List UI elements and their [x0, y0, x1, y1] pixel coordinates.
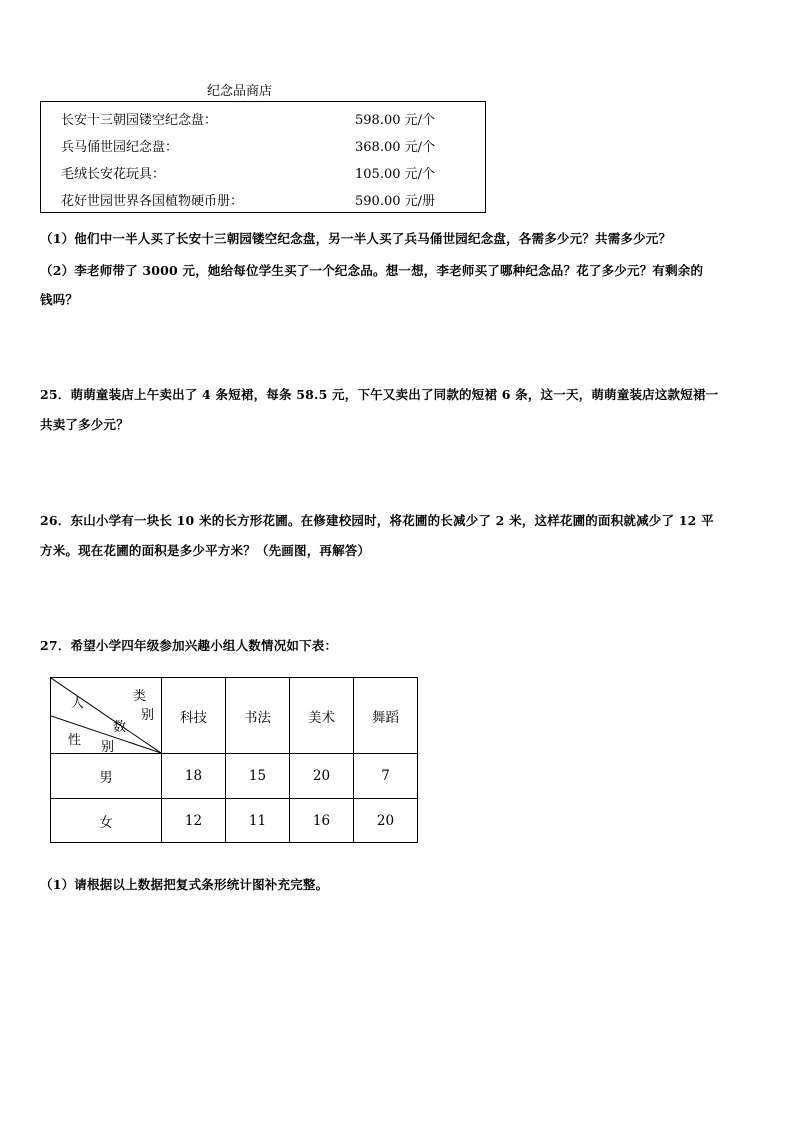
shop-item — [61, 157, 485, 183]
shop-item-name: 长安十三朝园镂空纪念盘： — [61, 113, 218, 128]
corner-label-bie: 别 — [141, 708, 155, 723]
shop-item — [61, 103, 485, 129]
shop-item-price: 598.00 元/个 — [355, 113, 435, 128]
corner-label-shu: 数 — [113, 720, 127, 735]
q27-sub1: （1）请根据以上数据把复式条形统计图补充完整。 — [40, 877, 329, 892]
shop-item — [61, 130, 485, 156]
shop-item-price: 368.00 元/个 — [355, 140, 435, 155]
corner-label-bie: 别 — [101, 740, 115, 755]
table-cell: 7 — [354, 754, 418, 799]
table-cell: 20 — [290, 754, 354, 799]
table-row — [51, 799, 418, 843]
table-header-row — [51, 678, 418, 754]
q26-line2: 方米。现在花圃的面积是多少平方米？（先画图，再解答） — [40, 543, 371, 558]
table-cell: 18 — [162, 754, 226, 799]
table-cell: 12 — [162, 799, 226, 843]
shop-item-name: 兵马俑世园纪念盘： — [61, 140, 179, 155]
interest-group-table — [50, 677, 418, 843]
table-corner-cell — [51, 678, 162, 754]
q26-line1: 26．东山小学有一块长 10 米的长方形花圃。在修建校园时，将花圃的长减少了 2 米，这样花圃的面积就减少了 12 平 — [40, 513, 714, 528]
table-row — [51, 754, 418, 799]
q25-line1: 25．萌萌童装店上午卖出了 4 条短裙，每条 58.5 元，下午又卖出了同款的短裙 6 条，这一天，萌萌童装店这款短裙一 — [40, 387, 719, 402]
shop-item-name: 毛绒长安花玩具： — [61, 167, 166, 182]
shop-item-price: 590.00 元/册 — [355, 194, 435, 209]
corner-label-ren: 人 — [71, 696, 85, 711]
row-label: 男 — [51, 754, 162, 799]
table-cell: 20 — [354, 799, 418, 843]
q27-intro: 27．希望小学四年级参加兴趣小组人数情况如下表： — [40, 638, 338, 653]
corner-label-xing: 性 — [68, 733, 82, 748]
q24-sub1: （1）他们中一半人买了长安十三朝园镂空纪念盘，另一半人买了兵马俑世园纪念盘，各需多少元？共需多少元？ — [40, 231, 672, 246]
header-cell: 书法 — [226, 678, 290, 754]
q24-sub2-line2: 钱吗？ — [40, 292, 79, 307]
shop-title: 纪念品商店 — [207, 84, 273, 99]
q25-line2: 共卖了多少元？ — [40, 417, 129, 432]
shop-item-name: 花好世园世界各国植物硬币册： — [61, 194, 244, 209]
table-cell: 15 — [226, 754, 290, 799]
row-label: 女 — [51, 799, 162, 843]
header-cell: 舞蹈 — [354, 678, 418, 754]
table-cell: 16 — [290, 799, 354, 843]
header-cell: 美术 — [290, 678, 354, 754]
shop-item — [61, 184, 485, 210]
corner-label-lei: 类 — [133, 689, 147, 704]
header-cell: 科技 — [162, 678, 226, 754]
shop-price-list — [40, 101, 486, 213]
table-cell: 11 — [226, 799, 290, 843]
q24-sub2-line1: （2）李老师带了 3000 元，她给每位学生买了一个纪念品。想一想，李老师买了哪种纪念品？花了多少元？有剩余的 — [40, 263, 704, 278]
shop-item-price: 105.00 元/个 — [355, 167, 435, 182]
